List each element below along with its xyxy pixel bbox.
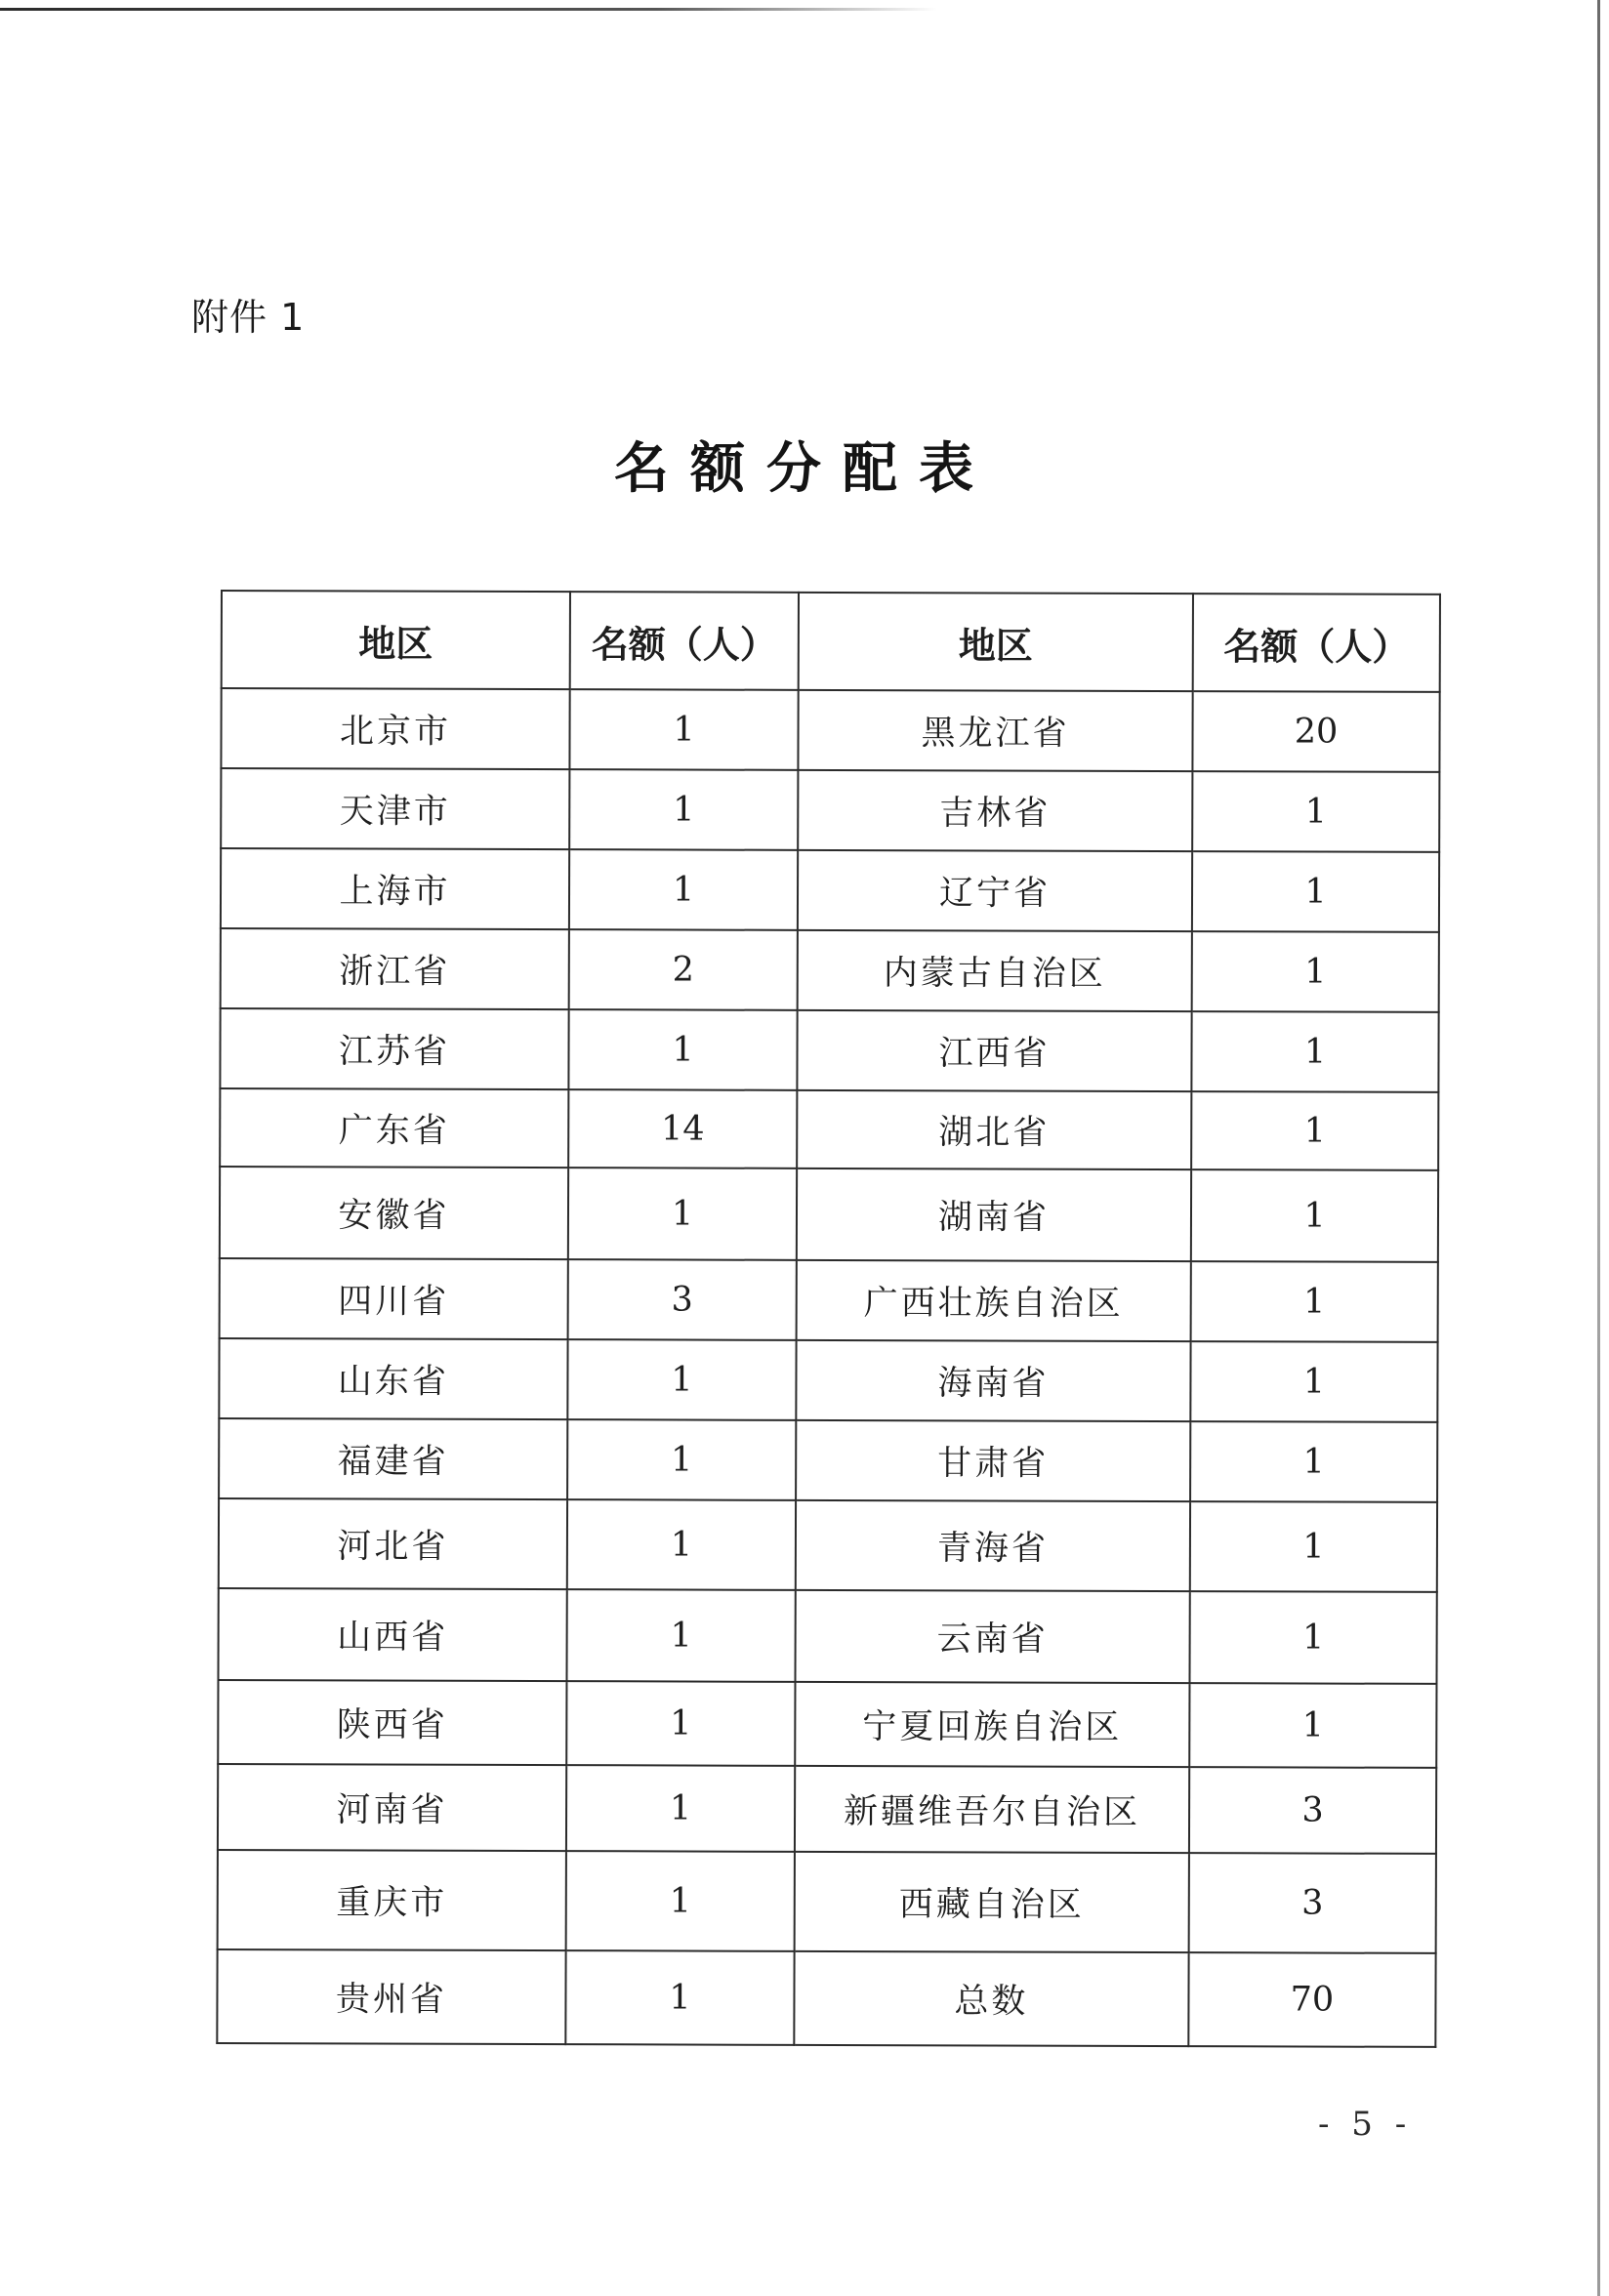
region-left-cell: 浙江省 <box>221 928 569 1009</box>
count-left-cell: 1 <box>567 1339 796 1420</box>
count-right-cell: 3 <box>1189 1767 1436 1854</box>
region-right-cell: 江西省 <box>797 1010 1191 1091</box>
region-right-cell: 海南省 <box>796 1340 1190 1421</box>
table-row <box>220 1167 1438 1262</box>
region-left-cell: 重庆市 <box>218 1850 566 1950</box>
count-left-cell: 1 <box>566 1851 795 1951</box>
region-left-cell: 天津市 <box>221 768 569 849</box>
region-left-cell: 河北省 <box>219 1498 567 1589</box>
header-region-left: 地区 <box>222 591 570 689</box>
region-left-cell: 福建省 <box>219 1418 567 1499</box>
count-left-cell: 14 <box>568 1089 797 1168</box>
table-row <box>218 1680 1436 1768</box>
region-right-cell: 总数 <box>794 1951 1188 2046</box>
count-left-cell: 1 <box>567 1499 796 1590</box>
region-right-cell: 内蒙古自治区 <box>798 930 1192 1011</box>
table-row <box>220 1088 1438 1170</box>
table-row <box>219 1418 1437 1502</box>
count-right-cell: 1 <box>1190 1341 1437 1422</box>
region-left-cell: 山西省 <box>218 1588 566 1681</box>
count-right-cell: 20 <box>1192 691 1439 772</box>
table-row <box>221 688 1439 772</box>
count-right-cell: 3 <box>1189 1853 1436 1953</box>
page-number: - 5 - <box>1318 2105 1413 2144</box>
scan-edge-top <box>0 8 937 11</box>
count-left-cell: 1 <box>566 1681 795 1766</box>
count-left-cell: 1 <box>568 1009 797 1090</box>
region-right-cell: 黑龙江省 <box>798 690 1192 771</box>
table-row <box>217 1949 1435 2047</box>
region-left-cell: 四川省 <box>220 1258 568 1339</box>
count-left-cell: 1 <box>566 1765 795 1852</box>
region-left-cell: 江苏省 <box>220 1008 568 1089</box>
region-left-cell: 广东省 <box>220 1088 568 1168</box>
region-right-cell: 西藏自治区 <box>795 1852 1189 1952</box>
region-left-cell: 安徽省 <box>220 1167 568 1259</box>
region-right-cell: 青海省 <box>796 1500 1190 1591</box>
attachment-label: 附件 1 <box>191 296 306 339</box>
count-right-cell: 1 <box>1191 1091 1438 1170</box>
count-right-cell: 1 <box>1190 1501 1437 1592</box>
count-right-cell: 1 <box>1189 1683 1436 1768</box>
count-left-cell: 3 <box>568 1259 797 1340</box>
count-right-cell: 70 <box>1188 1952 1435 2047</box>
header-row <box>222 591 1440 692</box>
count-right-cell: 1 <box>1192 771 1439 852</box>
table-row <box>218 1850 1436 1953</box>
count-left-cell: 1 <box>565 1950 794 2045</box>
region-left-cell: 陕西省 <box>218 1680 566 1765</box>
table-row <box>218 1588 1436 1684</box>
table-row <box>221 928 1439 1012</box>
region-left-cell: 贵州省 <box>217 1949 565 2044</box>
header-region-right: 地区 <box>799 593 1193 691</box>
region-right-cell: 广西壮族自治区 <box>797 1260 1191 1341</box>
quota-table-header <box>222 591 1440 692</box>
region-right-cell: 宁夏回族自治区 <box>795 1682 1189 1767</box>
region-right-cell: 新疆维吾尔自治区 <box>795 1766 1189 1853</box>
region-right-cell: 湖北省 <box>797 1090 1191 1169</box>
count-right-cell: 1 <box>1192 931 1439 1012</box>
page-title: 名额分配表 <box>614 436 995 501</box>
count-right-cell: 1 <box>1189 1591 1436 1684</box>
count-left-cell: 1 <box>567 1419 796 1500</box>
header-count-right: 名额（人） <box>1193 594 1440 692</box>
quota-table-body <box>217 688 1439 2047</box>
region-left-cell: 山东省 <box>219 1338 567 1419</box>
count-right-cell: 1 <box>1191 1261 1438 1342</box>
table-row <box>219 1498 1437 1592</box>
header-count-left: 名额（人） <box>570 592 799 690</box>
quota-table <box>216 590 1441 2048</box>
count-left-cell: 1 <box>569 689 798 770</box>
table-row <box>220 1008 1438 1092</box>
region-right-cell: 吉林省 <box>798 770 1192 851</box>
count-right-cell: 1 <box>1191 1011 1438 1092</box>
region-right-cell: 辽宁省 <box>798 850 1192 931</box>
table-row <box>220 1258 1438 1342</box>
count-left-cell: 1 <box>569 849 798 930</box>
count-left-cell: 1 <box>569 769 798 850</box>
count-left-cell: 1 <box>566 1589 795 1682</box>
scan-edge-right <box>1597 0 1600 2296</box>
table-row <box>219 1338 1437 1422</box>
region-left-cell: 上海市 <box>221 848 569 929</box>
count-right-cell: 1 <box>1191 1169 1438 1262</box>
table-row <box>221 768 1439 852</box>
region-right-cell: 湖南省 <box>797 1168 1191 1261</box>
count-left-cell: 1 <box>568 1168 797 1260</box>
region-right-cell: 云南省 <box>795 1590 1189 1683</box>
count-left-cell: 2 <box>569 929 798 1010</box>
table-row <box>218 1764 1436 1854</box>
region-left-cell: 河南省 <box>218 1764 566 1851</box>
count-right-cell: 1 <box>1190 1421 1437 1502</box>
region-left-cell: 北京市 <box>221 688 569 769</box>
count-right-cell: 1 <box>1192 851 1439 932</box>
table-row <box>221 848 1439 932</box>
region-right-cell: 甘肃省 <box>796 1420 1190 1501</box>
